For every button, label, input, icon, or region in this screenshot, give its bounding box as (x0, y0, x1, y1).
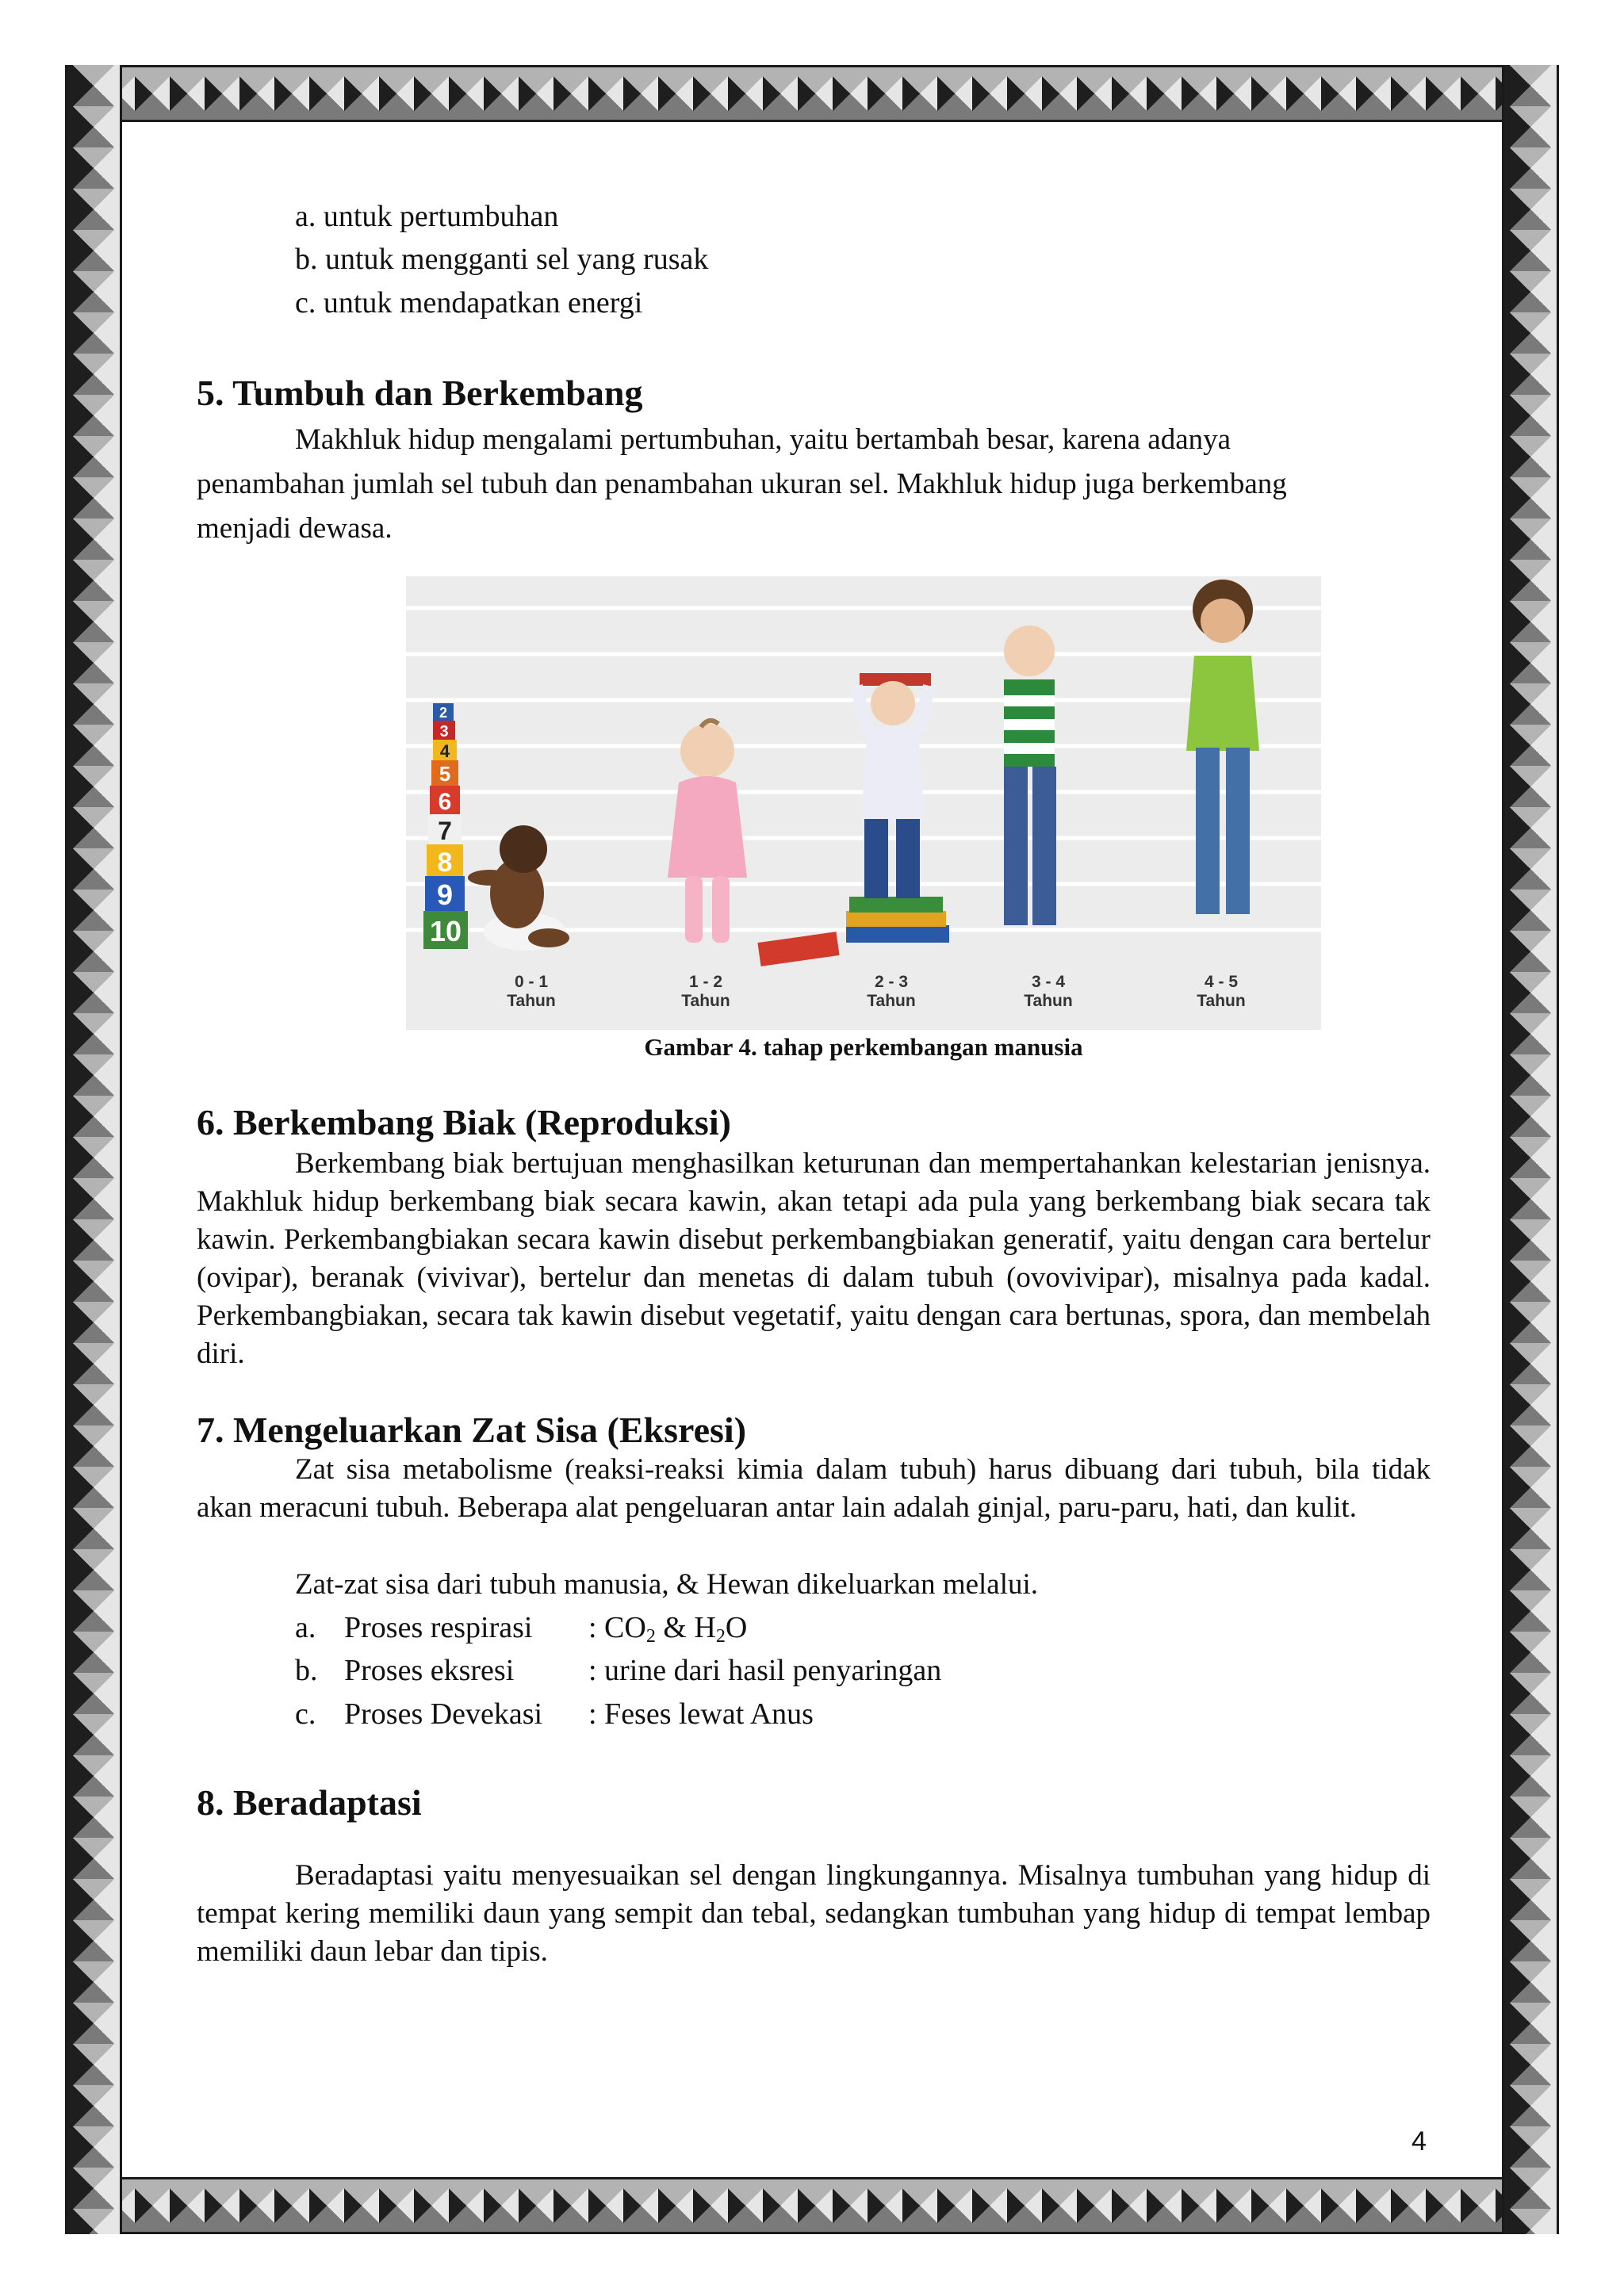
decorative-border-bottom (65, 2177, 1559, 2234)
decorative-border-left (65, 65, 122, 2234)
block-label-8: 8 (437, 848, 453, 878)
item-result: : urine dari hasil penyaringan (588, 1654, 942, 1687)
item-result: : Feses lewat Anus (588, 1697, 814, 1731)
subscript: 2 (715, 1626, 726, 1647)
stage-unit-label: Tahun (1024, 992, 1073, 1010)
block-label-7: 7 (438, 817, 452, 845)
child-figure-3-4 (1004, 626, 1056, 925)
result-part: : CO (588, 1611, 646, 1644)
stage-unit-label: Tahun (1197, 992, 1246, 1010)
section-6-paragraph: Berkembang biak bertujuan menghasilkan keturunan dan mempertahankan kelestarian jenisnya. Makhluk hidup berkembang biak secara kawin, akan tetapi ada pula yang berkembang biak secara tak kawin. Perkembangbiakan secara kawin disebut perkembangbiakan generatif, yaitu dengan cara bertelur (ovipar), beranak (vivivar), bertelur dan menetas di dalam tubuh (ovovivipar), misalnya pada kadal. Perkembangbiakan, secara tak kawin disebut vegetatif, yaitu dengan cara bertunas, spora, dan membelah diri. (197, 1147, 1431, 1370)
section-8-heading: 8. Beradaptasi (197, 1782, 422, 1823)
figure-caption: Gambar 4. tahap perkembangan manusia (644, 1033, 1083, 1061)
block-label-10: 10 (429, 915, 462, 947)
section-5-line-2: penambahan jumlah sel tubuh dan penambahan ukuran sel. Makhluk hidup juga berkembang (197, 468, 1287, 500)
stage-range-label: 4 - 5 (1204, 973, 1239, 991)
section-6-heading: 6. Berkembang Biak (Reproduksi) (197, 1102, 731, 1142)
child-figure-1-2 (668, 721, 747, 943)
item-process: Proses Devekasi (344, 1697, 543, 1731)
block-label-4: 4 (439, 741, 450, 761)
stage-range-label: 3 - 4 (1031, 973, 1066, 991)
section-5-line-3: menjadi dewasa. (197, 512, 393, 545)
child-figure-4-5 (1186, 580, 1259, 914)
section-5-heading: 5. Tumbuh dan Berkembang (197, 373, 643, 413)
stage-unit-label: Tahun (507, 992, 556, 1010)
list-item-a: a. untuk pertumbuhan (295, 200, 559, 233)
block-label-9: 9 (436, 878, 454, 911)
section-8-paragraph: Beradaptasi yaitu menyesuaikan sel dengan lingkungannya. Misalnya tumbuhan yang hidup di tempat kering memiliki daun yang sempit dan tebal, sedangkan tumbuhan yang hidup di tempat lembap memiliki daun lebar dan tipis. (197, 1859, 1431, 1968)
stage-range-label: 2 - 3 (874, 973, 909, 991)
section-7-heading: 7. Mengeluarkan Zat Sisa (Eksresi) (197, 1410, 747, 1450)
block-label-2: 2 (439, 705, 448, 721)
page-number: 4 (1411, 2126, 1427, 2156)
subscript: 2 (645, 1626, 656, 1647)
growth-stages-illustration (406, 576, 1321, 1030)
block-label-3: 3 (439, 723, 449, 740)
item-process: Proses eksresi (344, 1654, 515, 1687)
growth-stages-figure (406, 576, 1321, 1030)
item-process: Proses respirasi (344, 1611, 533, 1644)
section-5-line-1: Makhluk hidup mengalami pertumbuhan, yaitu bertambah besar, karena adanya (295, 423, 1231, 456)
number-blocks (423, 703, 468, 949)
item-letter: c. (295, 1697, 316, 1731)
stage-range-label: 1 - 2 (688, 973, 723, 991)
list-item-b: b. untuk mengganti sel yang rusak (295, 243, 709, 276)
item-letter: a. (295, 1611, 316, 1644)
section-7-paragraph: Zat sisa metabolisme (reaksi-reaksi kimia dalam tubuh) harus dibuang dari tubuh, bila tidak akan meracuni tubuh. Beberapa alat pengeluaran antar lain adalah ginjal, paru-paru, hati, dan kulit. (197, 1453, 1431, 1524)
decorative-border-right (1502, 65, 1559, 2234)
result-part: O (725, 1611, 748, 1644)
excretion-intro: Zat-zat sisa dari tubuh manusia, & Hewan dikeluarkan melalui. (295, 1568, 1039, 1601)
stage-range-label: 0 - 1 (514, 973, 549, 991)
block-label-6: 6 (438, 789, 452, 815)
stage-unit-label: Tahun (867, 992, 916, 1010)
item-letter: b. (295, 1654, 318, 1687)
stage-unit-label: Tahun (681, 992, 730, 1010)
block-label-5: 5 (439, 762, 451, 786)
child-figure-2-3 (856, 673, 931, 898)
list-item-c: c. untuk mendapatkan energi (295, 286, 643, 320)
decorative-border-top (65, 65, 1559, 122)
result-part: & H (655, 1611, 716, 1644)
